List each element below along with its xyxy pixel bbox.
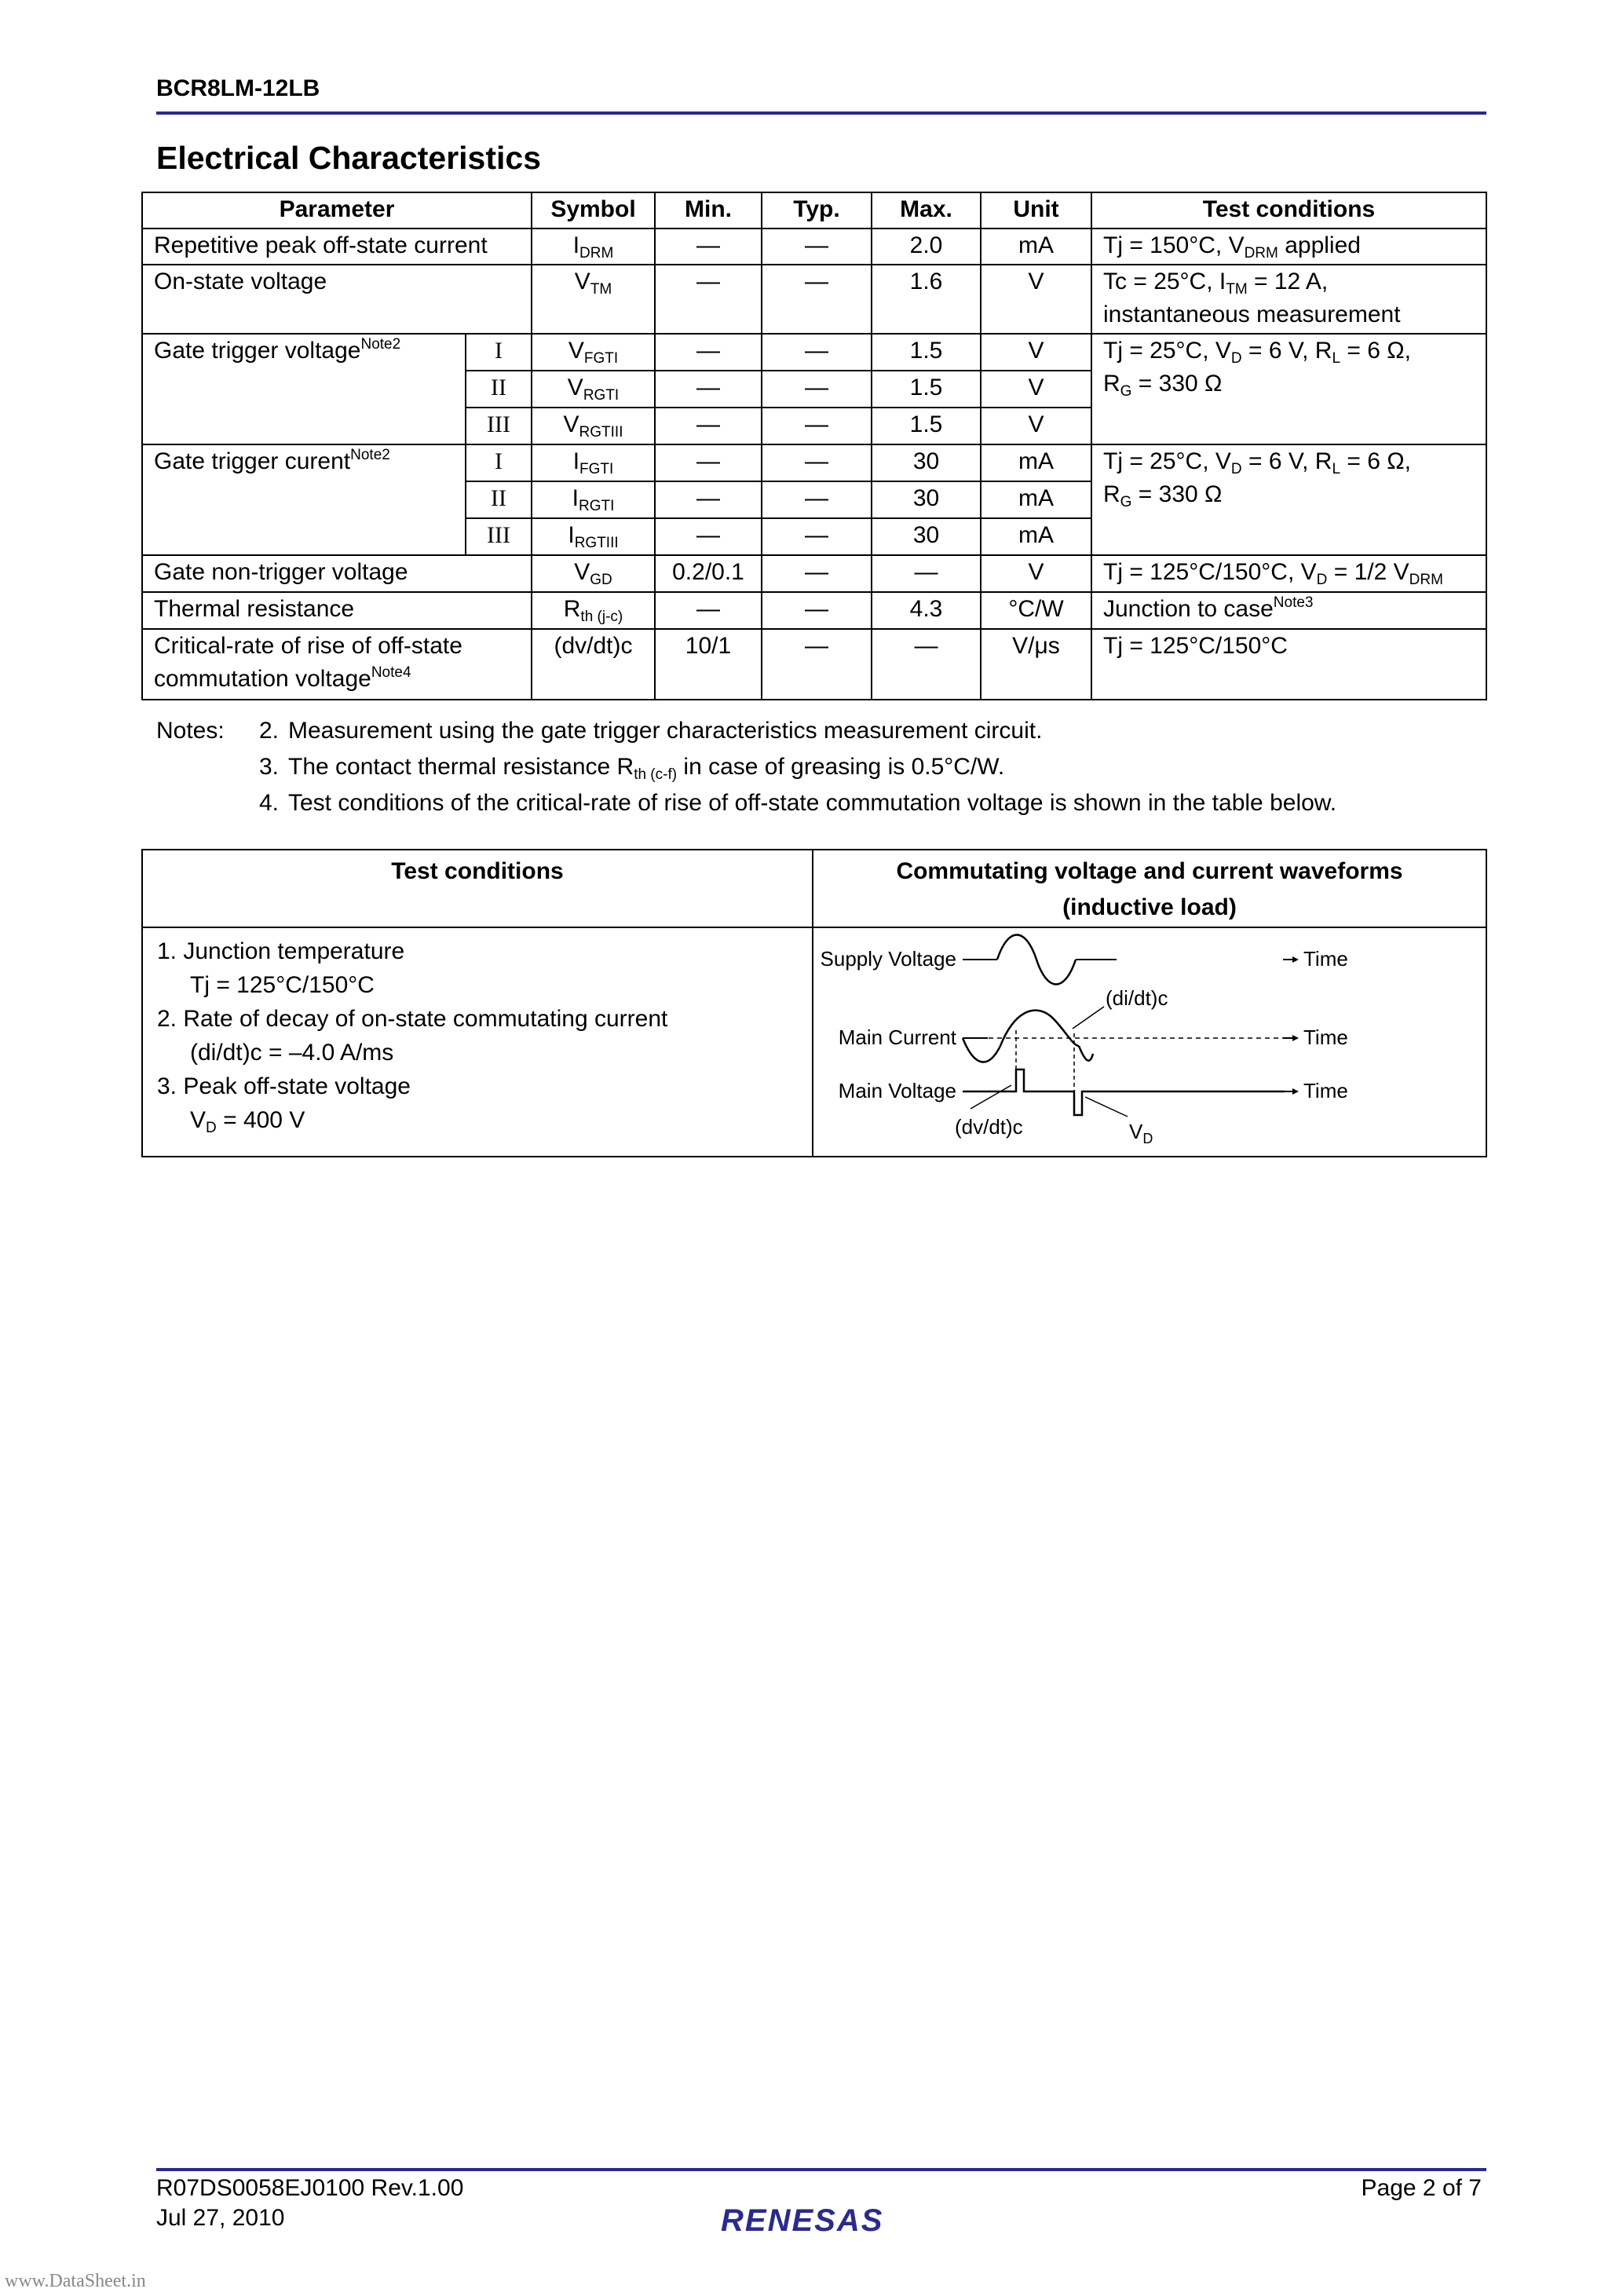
electrical-characteristics-table: [141, 192, 1487, 700]
list-item: 2. Rate of decay of on-state commutating current: [157, 1006, 668, 1032]
note-text: The contact thermal resistance $R_{th (c-f)}$ in case of greasing is 0.5°C/W.: [288, 754, 1005, 783]
list-item: Tj = 125°C/150°C: [190, 972, 375, 998]
main-voltage-label: Main Voltage: [838, 1079, 956, 1102]
max-cell: 30: [872, 444, 981, 481]
max-cell: —: [872, 555, 981, 592]
main-current-wave-neg: [963, 1038, 1000, 1062]
waveform-cell: [813, 927, 1486, 1157]
document-id: R07DS0058EJ0100 Rev.1.00: [156, 2175, 464, 2201]
unit-cell: mA: [981, 481, 1091, 518]
symbol-cell: $I_{RGTI}$: [532, 481, 655, 518]
section-title: Electrical Characteristics: [156, 140, 541, 176]
note-item: [156, 713, 1336, 749]
symbol-cell: $V_{TM}$: [532, 265, 655, 334]
supply-voltage-wave: [997, 935, 1076, 985]
note-item: [156, 749, 1336, 785]
param-cell: Gate trigger curent$^{Note2}$: [142, 444, 466, 555]
max-cell: 4.3: [872, 592, 981, 629]
main-current-wave-tail: [1079, 1046, 1093, 1061]
condition-cell: Tj = 25°C, $V_D = 6$ V, $R_L = 6$ Ω, $R_G = 330$ Ω: [1091, 444, 1486, 555]
unit-cell: V/μs: [981, 629, 1091, 700]
vd-label: $V_D$: [1129, 1120, 1153, 1146]
mode-cell: I: [466, 334, 532, 371]
condition-cell: Junction to case$^{Note3}$: [1091, 592, 1486, 629]
mode-cell: II: [466, 371, 532, 408]
time-label: Time: [1303, 947, 1348, 971]
table-row: [142, 592, 1486, 629]
symbol-cell: $I_{DRM}$: [532, 229, 655, 265]
typ-cell: —: [762, 229, 872, 265]
col-header-waveforms: Commutating voltage and current waveforms (inductive load): [813, 850, 1486, 927]
table-header-row: [142, 850, 1486, 927]
mode-cell: II: [466, 481, 532, 518]
arrow-icon: [1292, 1088, 1299, 1095]
symbol-cell: $R_{th (j-c)}$: [532, 592, 655, 629]
min-cell: —: [655, 481, 762, 518]
supply-voltage-label: Supply Voltage: [820, 947, 956, 971]
list-item: 1. Junction temperature: [157, 938, 405, 964]
unit-cell: °C/W: [981, 592, 1091, 629]
table-row: [142, 265, 1486, 334]
condition-cell: Tj = 125°C/150°C, $V_D = 1/2$ $V_{DRM}$: [1091, 555, 1486, 592]
col-header-typ: Typ.: [762, 192, 872, 229]
col-header-symbol: Symbol: [532, 192, 655, 229]
table-row: [142, 555, 1486, 592]
conditions-list: [142, 927, 813, 1157]
note-item: [156, 785, 1336, 821]
dv-dt-label: (dv/dt)c: [955, 1115, 1023, 1139]
mode-cell: I: [466, 444, 532, 481]
max-cell: —: [872, 629, 981, 700]
header-rule: [156, 112, 1486, 115]
min-cell: —: [655, 229, 762, 265]
max-cell: 30: [872, 518, 981, 555]
time-label: Time: [1303, 1079, 1348, 1102]
note-number: 3.: [258, 754, 279, 780]
min-cell: —: [655, 371, 762, 408]
arrow-icon: [1292, 1035, 1299, 1041]
symbol-cell: $I_{FGTI}$: [532, 444, 655, 481]
symbol-cell: $I_{RGTIII}$: [532, 518, 655, 555]
col-header-min: Min.: [655, 192, 762, 229]
footer-rule: [156, 2168, 1486, 2171]
param-cell: Repetitive peak off-state current: [142, 229, 532, 265]
arrow-icon: [1292, 956, 1299, 963]
unit-cell: V: [981, 371, 1091, 408]
col-header-parameter: Parameter: [142, 192, 532, 229]
param-cell: On-state voltage: [142, 265, 532, 334]
typ-cell: —: [762, 444, 872, 481]
page-number: Page 2 of 7: [1361, 2175, 1482, 2201]
unit-cell: V: [981, 555, 1091, 592]
condition-cell: Tj = 125°C/150°C: [1091, 629, 1486, 700]
symbol-cell: $V_{GD}$: [532, 555, 655, 592]
col-header-unit: Unit: [981, 192, 1091, 229]
min-cell: —: [655, 518, 762, 555]
param-cell: Thermal resistance: [142, 592, 532, 629]
di-dt-leader: [1073, 1007, 1104, 1029]
vd-leader: [1085, 1097, 1128, 1117]
col-header-test-conditions: Test conditions: [142, 850, 813, 927]
min-cell: —: [655, 408, 762, 444]
min-cell: —: [655, 334, 762, 371]
max-cell: 1.5: [872, 408, 981, 444]
symbol-cell: (dv/dt)c: [532, 629, 655, 700]
unit-cell: mA: [981, 518, 1091, 555]
unit-cell: mA: [981, 229, 1091, 265]
min-cell: 10/1: [655, 629, 762, 700]
symbol-cell: $V_{RGTI}$: [532, 371, 655, 408]
main-current-label: Main Current: [838, 1026, 956, 1049]
condition-cell: Tc = 25°C, $I_{TM} = 12$ A, instantaneous measurement: [1091, 265, 1486, 334]
symbol-cell: $V_{RGTIII}$: [532, 408, 655, 444]
table-row: [142, 229, 1486, 265]
main-current-wave-pos: [1000, 1011, 1079, 1046]
table-row: [142, 444, 1486, 481]
max-cell: 1.6: [872, 265, 981, 334]
typ-cell: —: [762, 592, 872, 629]
typ-cell: —: [762, 265, 872, 334]
max-cell: 2.0: [872, 229, 981, 265]
typ-cell: —: [762, 481, 872, 518]
main-voltage-wave: [963, 1069, 1285, 1115]
time-label: Time: [1303, 1026, 1348, 1049]
typ-cell: —: [762, 555, 872, 592]
typ-cell: —: [762, 408, 872, 444]
renesas-logo: RENESAS: [721, 2203, 884, 2238]
typ-cell: —: [762, 518, 872, 555]
commutating-waveform-diagram: [813, 928, 1486, 1150]
notes-lead: Notes:: [156, 718, 225, 744]
typ-cell: —: [762, 371, 872, 408]
table-header-row: [142, 192, 1486, 229]
min-cell: —: [655, 265, 762, 334]
param-cell: Gate trigger voltage$^{Note2}$: [142, 334, 466, 444]
document-header-title: BCR8LM-12LB: [156, 75, 320, 101]
table-row: [142, 927, 1486, 1157]
unit-cell: mA: [981, 444, 1091, 481]
condition-cell: Tj = 25°C, $V_D = 6$ V, $R_L = 6$ Ω, $R_G = 330$ Ω: [1091, 334, 1486, 444]
note-text: Measurement using the gate trigger characteristics measurement circuit.: [288, 718, 1043, 744]
param-cell: Critical-rate of rise of off-state commutation voltage$^{Note4}$: [142, 629, 532, 700]
typ-cell: —: [762, 334, 872, 371]
col-header-test-conditions: Test conditions: [1091, 192, 1486, 229]
mode-cell: III: [466, 408, 532, 444]
col-header-max: Max.: [872, 192, 981, 229]
mode-cell: III: [466, 518, 532, 555]
unit-cell: V: [981, 265, 1091, 334]
note-number: 2.: [258, 718, 279, 744]
table-row: [142, 629, 1486, 700]
note-text: Test conditions of the critical-rate of rise of off-state commutation voltage is shown in the table below.: [288, 790, 1337, 816]
max-cell: 1.5: [872, 371, 981, 408]
min-cell: 0.2/0.1: [655, 555, 762, 592]
di-dt-label: (di/dt)c: [1106, 986, 1168, 1010]
document-date: Jul 27, 2010: [156, 2205, 285, 2231]
unit-cell: V: [981, 408, 1091, 444]
test-conditions-table: [141, 849, 1487, 1157]
min-cell: —: [655, 592, 762, 629]
note-number: 4.: [258, 790, 279, 816]
table-row: [142, 334, 1486, 371]
max-cell: 30: [872, 481, 981, 518]
watermark: www.DataSheet.in: [5, 2271, 146, 2291]
list-item: $V_D = 400$ V: [190, 1107, 305, 1136]
max-cell: 1.5: [872, 334, 981, 371]
symbol-cell: $V_{FGTI}$: [532, 334, 655, 371]
condition-cell: Tj = 150°C, $V_{DRM}$ applied: [1091, 229, 1486, 265]
list-item: (di/dt)c = –4.0 A/ms: [190, 1040, 394, 1066]
min-cell: —: [655, 444, 762, 481]
typ-cell: —: [762, 629, 872, 700]
list-item: 3. Peak off-state voltage: [157, 1073, 411, 1099]
dv-dt-leader: [971, 1085, 1011, 1109]
notes-block: [156, 713, 1336, 821]
unit-cell: V: [981, 334, 1091, 371]
param-cell: Gate non-trigger voltage: [142, 555, 532, 592]
